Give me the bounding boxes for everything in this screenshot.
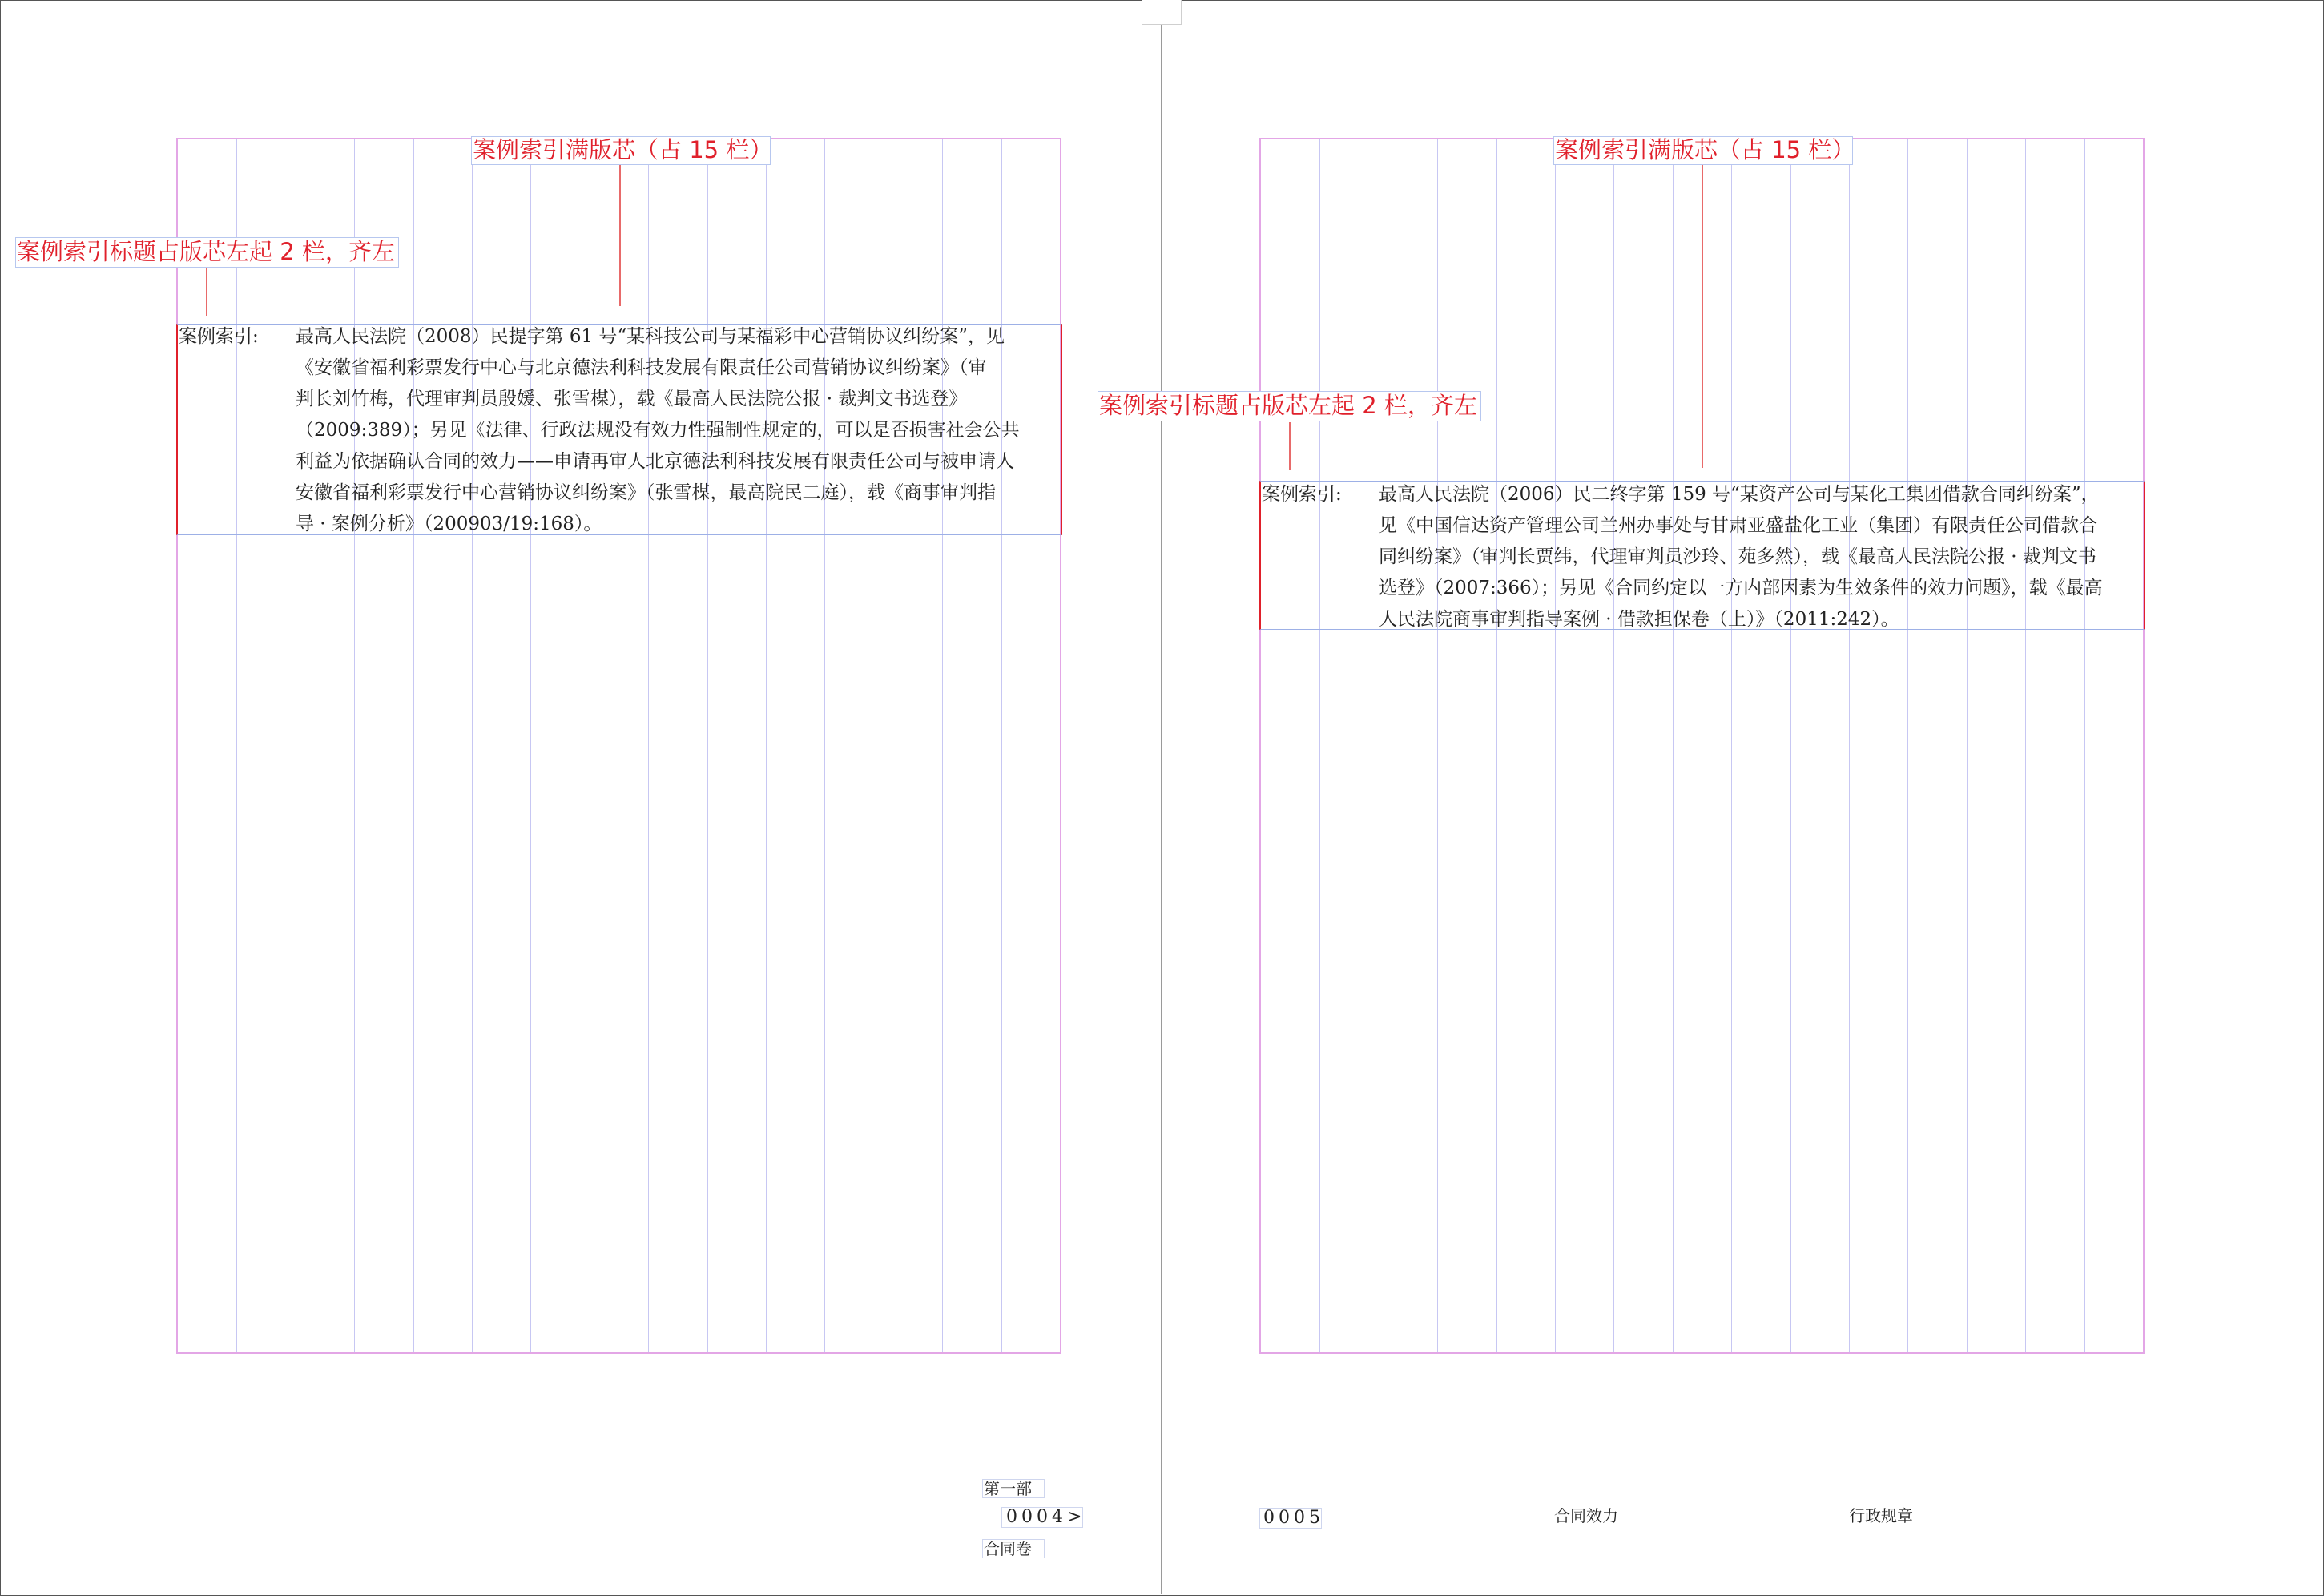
spine-tab <box>1142 0 1182 25</box>
grid-column-line <box>2084 139 2085 1352</box>
left-top-annotation: 案例索引满版芯（占 15 栏） <box>473 136 773 163</box>
right-footer-section: 合同效力 <box>1554 1506 1618 1525</box>
right-case-index-label: 案例索引: <box>1262 484 1342 505</box>
right-case-line: 选登》（2007:366）；另见《合同约定以一方内部因素为生效条件的效力问题》，载《最高 <box>1379 578 2103 598</box>
right-page-number: 0005 <box>1263 1508 1324 1528</box>
left-footer-volume: 合同卷 <box>984 1539 1032 1558</box>
left-page-number: 0004> <box>1006 1507 1086 1527</box>
left-case-index-label: 案例索引: <box>179 326 259 347</box>
right-title-annotation: 案例索引标题占版芯左起 2 栏，齐左 <box>1099 392 1477 419</box>
grid-column-line <box>1849 139 1850 1352</box>
grid-column-line <box>1319 139 1320 1352</box>
left-case-line: 《安徽省福利彩票发行中心与北京德法利科技发展有限责任公司营销协议纠纷案》（审 <box>296 357 987 378</box>
grid-column-line <box>1790 139 1791 1352</box>
grid-column-line <box>1907 139 1908 1352</box>
grid-column-line <box>1673 139 1674 1352</box>
right-case-line: 见《中国信达资产管理公司兰州办事处与甘肃亚盛盐化工业（集团）有限责任公司借款合 <box>1379 515 2097 536</box>
grid-column-line <box>1496 139 1497 1352</box>
right-case-line: 最高人民法院（2006）民二终字第 159 号“某资产公司与某化工集团借款合同纠纷案”， <box>1379 484 2100 505</box>
right-case-line: 人民法院商事审判指导案例 · 借款担保卷（上）》（2011:242）。 <box>1379 609 1899 630</box>
grid-column-line <box>1555 139 1556 1352</box>
grid-column-line <box>1967 139 1968 1352</box>
right-top-leader-line <box>1702 165 1703 468</box>
left-case-line: 安徽省福利彩票发行中心营销协议纠纷案》（张雪楳，最高院民二庭），载《商事审判指 <box>296 482 996 503</box>
left-column-grid <box>176 138 1061 1354</box>
spine-divider <box>1161 0 1162 1594</box>
right-top-annotation: 案例索引满版芯（占 15 栏） <box>1555 136 1855 163</box>
left-top-leader-line <box>619 165 621 306</box>
right-title-leader-line <box>1289 422 1291 470</box>
left-case-line: （2009:389）；另见《法律、行政法规没有效力性强制性规定的，可以是否损害社会公共 <box>296 420 1020 441</box>
left-footer-part: 第一部 <box>984 1479 1032 1498</box>
grid-column-line <box>1613 139 1614 1352</box>
right-footer-chapter: 行政规章 <box>1849 1506 1913 1525</box>
left-case-line: 利益为依据确认合同的效力——申请再审人北京德法利科技发展有限责任公司与被申请人 <box>296 451 1014 472</box>
grid-column-line <box>2025 139 2026 1352</box>
left-title-leader-line <box>206 268 207 316</box>
grid-column-line <box>1437 139 1438 1352</box>
grid-column-line <box>1731 139 1732 1352</box>
left-title-annotation: 案例索引标题占版芯左起 2 栏，齐左 <box>17 238 395 265</box>
right-case-line: 同纠纷案》（审判长贾纬，代理审判员沙玲、苑多然），载《最高人民法院公报 · 裁判文书 <box>1379 546 2096 567</box>
left-case-line: 导 · 案例分析》（200903/19:168）。 <box>296 514 602 534</box>
left-case-line: 最高人民法院（2008）民提字第 61 号“某科技公司与某福彩中心营销协议纠纷案”，见 <box>296 326 1005 347</box>
left-case-line: 判长刘竹梅，代理审判员殷媛、张雪楳），载《最高人民法院公报 · 裁判文书选登》 <box>296 389 968 409</box>
